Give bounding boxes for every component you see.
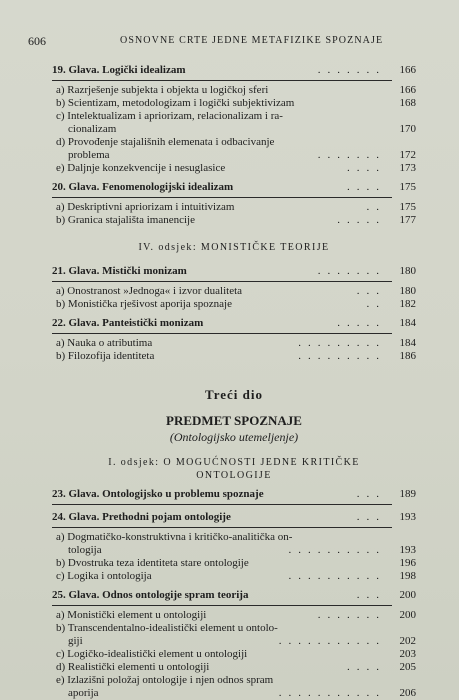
page-ref: 184 <box>399 317 416 329</box>
section-heading: IV. odsjek: MONISTIČKE TEORIJE <box>138 242 330 253</box>
chapter-24-entry[interactable]: 24. Glava. Prethodni pojam ontologije ... 193 <box>52 511 416 523</box>
toc-item[interactable]: e) Izlazišni položaj ontologije i njen odnos spram <box>56 674 274 686</box>
section-heading <box>52 456 416 482</box>
chapter-title: 23. Glava. Ontologijsko u problemu spoznaje <box>52 488 264 500</box>
toc-item[interactable]: a) Nauka o atributima ......... 184 <box>56 337 416 349</box>
toc-item[interactable]: b) Granica stajališta imanencije ..... 177 <box>56 214 416 226</box>
section-heading-line: ONTOLOGIJE <box>196 470 272 481</box>
page-number: 606 <box>28 34 46 48</box>
toc-item-continuation[interactable]: problema ....... 172 <box>68 149 416 161</box>
toc-item[interactable]: c) Logičko-idealistički element u ontologiji 203 <box>56 648 416 660</box>
chapter-title: 25. Glava. Odnos ontologije spram teorija <box>52 589 249 601</box>
page-ref: 166 <box>399 64 416 76</box>
toc-item[interactable]: c) Logika i ontologija .......... 198 <box>56 570 416 582</box>
page-ref: 200 <box>399 589 416 601</box>
toc-item[interactable]: e) Daljnje konzekvencije i nesuglasice .... 173 <box>56 162 416 174</box>
chapter-title: 22. Glava. Panteistički monizam <box>52 317 204 329</box>
toc-item[interactable]: a) Razrješenje subjekta i objekta u logičkoj sferi 166 <box>56 84 416 96</box>
toc-item[interactable]: a) Onostranost »Jednoga« i izvor dualiteta ... 180 <box>56 285 416 297</box>
divider <box>52 197 392 198</box>
divider <box>52 281 392 282</box>
table-of-contents <box>52 64 416 700</box>
toc-item-continuation[interactable]: giji ........... 202 <box>68 635 416 647</box>
chapter-title: 19. Glava. Logički idealizam <box>52 64 186 76</box>
chapter-22-entry[interactable]: 22. Glava. Panteistički monizam ..... 184 <box>52 317 416 329</box>
section-heading-line: I. odsjek: O MOGUĆNOSTI JEDNE KRITIČKE <box>108 457 360 468</box>
part-label: Treći dio <box>205 387 263 402</box>
toc-item[interactable]: b) Scientizam, metodologizam i logički subjektivizam 168 <box>56 97 416 109</box>
running-title: OSNOVNE CRTE JEDNE METAFIZIKE SPOZNAJE <box>120 35 384 46</box>
part-title: PREDMET SPOZNAJE <box>166 413 302 428</box>
toc-item[interactable]: d) Realistički elementi u ontologiji .... 205 <box>56 661 416 673</box>
chapter-title: 21. Glava. Mistički monizam <box>52 265 187 277</box>
toc-item[interactable]: a) Dogmatičko-konstruktivna i kritičko-analitička on- <box>56 531 293 543</box>
toc-item[interactable]: b) Dvostruka teza identiteta stare ontologije 196 <box>56 557 416 569</box>
chapter-21-entry[interactable]: 21. Glava. Mistički monizam ....... 180 <box>52 265 416 277</box>
toc-item-continuation[interactable]: tologija .......... 193 <box>68 544 416 556</box>
toc-item[interactable]: d) Provođenje stajališnih elemenata i odbacivanje <box>56 136 275 148</box>
divider <box>52 605 392 606</box>
divider <box>52 527 392 528</box>
chapter-23-entry[interactable]: 23. Glava. Ontologijsko u problemu spoznaje ... 189 <box>52 488 416 500</box>
page-ref: 193 <box>399 511 416 523</box>
toc-item[interactable]: b) Monistička rješivost aporija spoznaje .. 182 <box>56 298 416 310</box>
part-subtitle: (Ontologijsko utemeljenje) <box>169 430 299 444</box>
toc-item[interactable]: a) Deskriptivni apriorizam i intuitivizam .. 175 <box>56 201 416 213</box>
toc-item-continuation[interactable]: aporija ........... 206 <box>68 687 416 699</box>
divider <box>52 80 392 81</box>
divider <box>52 504 392 505</box>
page-header <box>0 34 459 54</box>
toc-item-continuation[interactable]: cionalizam 170 <box>68 123 416 135</box>
toc-item[interactable]: b) Transcendentalno-idealistički element u ontolo- <box>56 622 278 634</box>
toc-item[interactable]: b) Filozofija identiteta ......... 186 <box>56 350 416 362</box>
divider <box>52 333 392 334</box>
chapter-title: 24. Glava. Prethodni pojam ontologije <box>52 511 231 523</box>
chapter-25-entry[interactable]: 25. Glava. Odnos ontologije spram teorija ... 200 <box>52 589 416 601</box>
chapter-title: 20. Glava. Fenomenologijski idealizam <box>52 181 234 193</box>
toc-item[interactable]: c) Intelektualizam i apriorizam, relacionalizam i ra- <box>56 110 283 122</box>
chapter-19-entry[interactable]: 19. Glava. Logički idealizam ....... 166 <box>52 64 416 76</box>
page-ref: 180 <box>399 265 416 277</box>
page-ref: 175 <box>399 181 416 193</box>
chapter-20-entry[interactable]: 20. Glava. Fenomenologijski idealizam .... 175 <box>52 181 416 193</box>
toc-item[interactable]: a) Monistički element u ontologiji ....... 200 <box>56 609 416 621</box>
page-ref: 189 <box>399 488 416 500</box>
